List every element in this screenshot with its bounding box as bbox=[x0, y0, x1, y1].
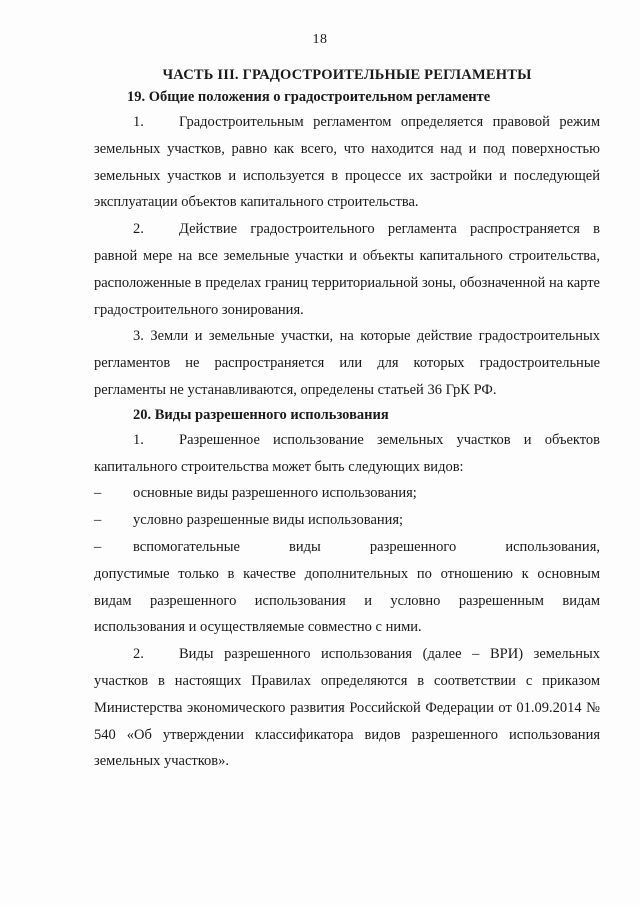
paragraph-text: Действие градостроительного регламента распространяется в равной мере на все земельные участки и объекты капитального строительства, расположенные в пределах границ территориальной зоны, обозначенной на карте градостроительного зонирования. bbox=[94, 221, 600, 318]
list-dash: – bbox=[94, 485, 102, 502]
list-item bbox=[94, 534, 600, 561]
paragraph-text: Градостроительным регламентом определяется правовой режим земельных участков, равно как всего, что находится над и под поверхностью земельных участков и используется в процессе их застройки и последующей эксплуатации объектов капитального строительства. bbox=[94, 114, 600, 211]
list-continuation: допустимые только в качестве дополнительных по отношению к основным видам разрешенного использования и условно разрешенным видам использования и осуществляемые совместно с ними. bbox=[94, 565, 600, 636]
list-dash: – bbox=[94, 538, 102, 555]
paragraph-number: 2. bbox=[133, 221, 144, 238]
document-body bbox=[94, 64, 600, 775]
section-20-title: 20. Виды разрешенного использования bbox=[133, 406, 389, 423]
list-dash: – bbox=[94, 512, 102, 529]
list-item-text: основные виды разрешенного использования; bbox=[133, 485, 417, 502]
section-19-paragraph-2 bbox=[94, 216, 600, 323]
list-item bbox=[94, 480, 600, 507]
list-item bbox=[94, 507, 600, 534]
page-number: 18 bbox=[312, 32, 328, 47]
section-20-paragraph-2 bbox=[94, 641, 600, 775]
paragraph-number: 1. bbox=[133, 114, 144, 130]
paragraph-text: Разрешенное использование земельных участков и объектов капитального строительства может быть следующих видов: bbox=[94, 431, 600, 475]
paragraph-number: 1. bbox=[133, 431, 144, 448]
list-item-text: условно разрешенные виды использования; bbox=[133, 512, 404, 529]
paragraph-number: 2. bbox=[133, 646, 144, 663]
part-title: ЧАСТЬ III. ГРАДОСТРОИТЕЛЬНЫЕ РЕГЛАМЕНТЫ bbox=[162, 67, 532, 83]
paragraph-text: Виды разрешенного использования (далее – ВРИ) земельных участков в настоящих Правилах определяются в соответствии с приказом Министерства экономического развития Российской Федерации от 01.09.2014 № 540 «Об утверждении классификатора видов разрешенного использования земельных участков». bbox=[94, 646, 600, 770]
section-19-paragraph-1 bbox=[94, 109, 600, 216]
section-19-title: 19. Общие положения о градостроительном регламенте bbox=[127, 89, 491, 105]
section-20-paragraph-1 bbox=[94, 427, 600, 481]
section-19-paragraph-3: 3. Земли и земельные участки, на которые действие градостроительных регламентов не распространяется или для которых градостроительные регламенты не устанавливаются, определены статьей 36 ГрК РФ. bbox=[94, 328, 600, 398]
list-item-text: вспомогательные виды разрешенного использования, bbox=[133, 538, 600, 555]
